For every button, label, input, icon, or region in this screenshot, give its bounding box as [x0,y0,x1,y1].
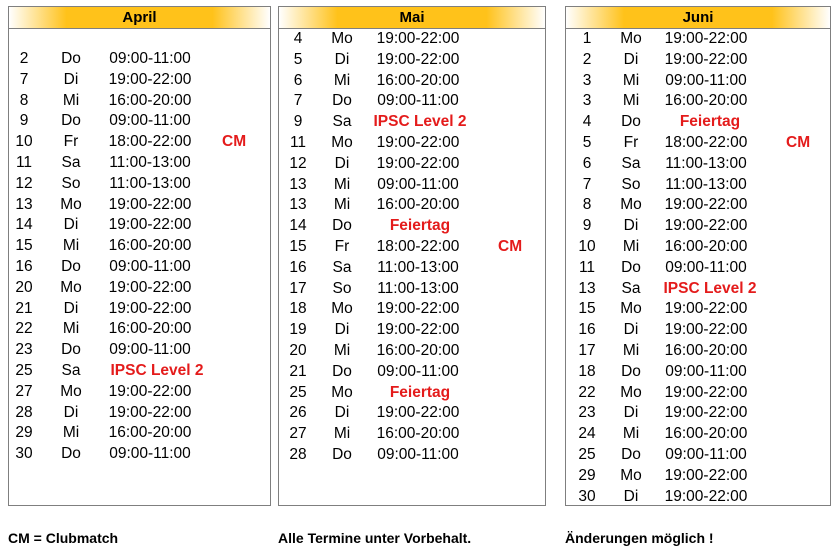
event-note: IPSC Level 2 [663,279,757,297]
weekday: Di [334,154,350,172]
schedule-row [566,195,830,216]
day-number: 23 [578,404,596,422]
day-number: 10 [15,133,33,151]
time-range: 19:00-22:00 [664,466,748,484]
weekday: Di [623,321,639,339]
weekday: So [61,174,81,192]
weekday: Sa [61,361,81,379]
legend-clubmatch: CM = Clubmatch [8,530,119,546]
weekday: Do [61,341,81,359]
day-number: 11 [289,133,307,151]
weekday: Fr [334,237,350,255]
schedule-row [9,111,270,132]
time-range: 19:00-22:00 [108,299,192,317]
weekday: Di [623,487,639,505]
weekday: Mi [333,425,351,443]
schedule-row [9,215,270,236]
day-number: 29 [15,424,33,442]
event-note: IPSC Level 2 [110,361,204,379]
day-number: 8 [19,91,29,109]
day-number: 3 [582,71,592,89]
weekday: Mo [60,278,82,296]
time-range: 16:00-20:00 [108,424,192,442]
schedule-row [279,175,545,196]
day-number: 11 [15,153,33,171]
day-number: 29 [578,466,596,484]
schedule-row [566,403,830,424]
schedule-row [566,112,830,133]
weekday: Mo [60,195,82,213]
time-range: 16:00-20:00 [376,71,460,89]
weekday: Do [621,445,641,463]
weekday: Di [623,404,639,422]
weekday: Di [63,299,79,317]
day-number: 25 [15,361,33,379]
day-number: 22 [578,383,596,401]
time-range: 11:00-13:00 [109,153,191,171]
schedule-row [566,279,830,300]
schedule-row [9,174,270,195]
schedule-list [279,29,545,466]
time-range: 09:00-11:00 [377,362,459,380]
month-mai [278,6,546,506]
time-range: 19:00-22:00 [108,403,192,421]
day-number: 15 [289,237,307,255]
schedule-row [279,237,545,258]
time-range: 16:00-20:00 [376,341,460,359]
time-range: 18:00-22:00 [108,133,192,151]
schedule-row [566,466,830,487]
day-number: 7 [19,70,29,88]
day-number: 18 [578,362,596,380]
schedule-row [279,91,545,112]
day-number: 19 [289,321,307,339]
schedule-row [566,154,830,175]
event-note: IPSC Level 2 [373,113,467,131]
weekday: Mo [620,30,642,47]
clubmatch-flag: CM [498,237,523,255]
schedule-row [279,50,545,71]
schedule-row [9,444,270,465]
time-range: 19:00-22:00 [376,404,460,422]
schedule-row [566,383,830,404]
clubmatch-flag: CM [222,133,247,151]
weekday: Sa [621,279,641,297]
day-number: 11 [578,258,596,276]
day-number: 16 [578,321,596,339]
time-range: 19:00-22:00 [664,383,748,401]
time-range: 19:00-22:00 [108,216,192,234]
time-range: 19:00-22:00 [664,300,748,318]
time-range: 19:00-22:00 [664,487,748,505]
weekday: So [621,175,641,193]
weekday: Do [332,217,352,235]
schedule-row [566,91,830,112]
time-range: 19:00-22:00 [664,404,748,422]
weekday: Fr [623,133,639,151]
time-range: 09:00-11:00 [377,445,459,463]
weekday: Di [334,404,350,422]
weekday: Mo [620,383,642,401]
weekday: Mi [333,341,351,359]
schedule-row [9,299,270,320]
day-number: 1 [582,30,592,47]
schedule-row [279,362,545,383]
schedule-row [279,424,545,445]
month-juni [565,6,831,506]
time-range: 09:00-11:00 [665,71,747,89]
day-number: 2 [582,50,592,68]
schedule-row [279,216,545,237]
weekday: Mi [622,341,640,359]
schedule-row [566,424,830,445]
day-number: 9 [19,112,29,130]
weekday: Mi [62,91,80,109]
schedule-row [279,112,545,133]
day-number: 27 [289,425,307,443]
weekday: Mi [333,71,351,89]
day-number: 13 [578,279,596,297]
schedule-row [566,175,830,196]
day-number: 17 [578,341,596,359]
day-number: 10 [578,237,596,255]
weekday: Di [63,403,79,421]
time-range: 19:00-22:00 [108,382,192,400]
time-range: 16:00-20:00 [376,196,460,214]
day-number: 6 [582,154,592,172]
day-number: 9 [582,217,592,235]
schedule-row [279,133,545,154]
time-range: 16:00-20:00 [664,237,748,255]
weekday: Mi [62,320,80,338]
day-number: 7 [293,92,303,110]
day-number: 28 [289,445,307,463]
weekday: Sa [332,258,352,276]
day-number: 7 [582,175,592,193]
event-note: Feiertag [389,217,451,235]
time-range: 19:00-22:00 [376,50,460,68]
time-range: 19:00-22:00 [664,321,748,339]
month-title: April [9,7,270,29]
schedule-row [279,258,545,279]
clubmatch-flag: CM [786,133,811,151]
schedule-list [9,29,270,465]
weekday: Mo [620,196,642,214]
schedule-row [279,299,545,320]
schedule-row [9,382,270,403]
day-number: 23 [15,341,33,359]
schedule-row [9,278,270,299]
day-number: 26 [289,404,307,422]
weekday: Mi [622,425,640,443]
weekday: Mi [622,71,640,89]
time-range: 16:00-20:00 [376,425,460,443]
day-number: 12 [15,174,33,192]
weekday: Do [332,92,352,110]
time-range: 19:00-22:00 [376,321,460,339]
schedule-row [566,237,830,258]
schedule-row [566,299,830,320]
time-range: 16:00-20:00 [108,91,192,109]
schedule-row [9,340,270,361]
schedule-row [566,50,830,71]
time-range: 11:00-13:00 [377,279,459,297]
day-number: 14 [15,216,33,234]
disclaimer-text: Alle Termine unter Vorbehalt. [278,530,472,546]
time-range: 11:00-13:00 [665,175,747,193]
schedule-row [9,257,270,278]
day-number: 5 [293,50,303,68]
day-number: 5 [582,133,592,151]
time-range: 18:00-22:00 [664,133,748,151]
day-number: 4 [582,113,592,131]
time-range: 11:00-13:00 [665,154,747,172]
weekday: Sa [332,113,352,131]
schedule-row [279,154,545,175]
day-number: 30 [15,445,33,463]
weekday: Fr [63,133,79,151]
day-number: 20 [15,278,33,296]
time-range: 19:00-22:00 [376,30,460,47]
weekday: Do [61,50,81,67]
time-range: 19:00-22:00 [664,50,748,68]
schedule-row [9,91,270,112]
weekday: Di [623,50,639,68]
day-number: 22 [15,320,33,338]
schedule-row [9,423,270,444]
time-range: 09:00-11:00 [377,92,459,110]
schedule-list [566,29,830,507]
weekday: Do [61,257,81,275]
time-range: 16:00-20:00 [664,92,748,110]
weekday: Mo [620,300,642,318]
schedule-row [566,258,830,279]
weekday: So [332,279,352,297]
day-number: 12 [289,154,307,172]
weekday: Di [63,216,79,234]
weekday: Mo [331,133,353,151]
day-number: 9 [293,113,303,131]
time-range: 09:00-11:00 [665,445,747,463]
schedule-row [9,195,270,216]
day-number: 24 [578,425,596,443]
time-range: 19:00-22:00 [108,278,192,296]
time-range: 19:00-22:00 [664,217,748,235]
time-range: 19:00-22:00 [376,133,460,151]
time-range: 18:00-22:00 [376,237,460,255]
time-range: 09:00-11:00 [109,341,191,359]
schedule-row [279,29,545,50]
schedule-row [9,403,270,424]
weekday: Mi [622,92,640,110]
time-range: 19:00-22:00 [108,195,192,213]
event-note: Feiertag [679,113,741,131]
weekday: Di [63,70,79,88]
time-range: 09:00-11:00 [109,257,191,275]
time-range: 19:00-22:00 [664,30,748,47]
weekday: Di [334,50,350,68]
day-number: 13 [289,175,307,193]
time-range: 09:00-11:00 [665,258,747,276]
schedule-row [9,236,270,257]
schedule-row [9,361,270,382]
schedule-row [9,70,270,91]
weekday: Do [621,258,641,276]
time-range: 16:00-20:00 [108,320,192,338]
day-number: 3 [582,92,592,110]
day-number: 30 [578,487,596,505]
time-range: 19:00-22:00 [108,70,192,88]
time-range: 09:00-11:00 [665,362,747,380]
month-title: Juni [566,7,830,29]
weekday: Sa [621,154,641,172]
schedule-row [9,319,270,340]
schedule-row [566,133,830,154]
day-number: 17 [289,279,307,297]
day-number: 25 [578,445,596,463]
schedule-row [279,383,545,404]
time-range: 11:00-13:00 [109,174,191,192]
day-number: 14 [289,217,307,235]
weekday: Do [621,113,641,131]
schedule-row [566,71,830,92]
weekday: Di [623,217,639,235]
time-range: 09:00-11:00 [109,445,191,463]
event-note: Feiertag [389,383,451,401]
time-range: 19:00-22:00 [664,196,748,214]
day-number: 25 [289,383,307,401]
schedule-row [566,320,830,341]
day-number: 16 [15,257,33,275]
day-number: 4 [293,30,303,47]
schedule-row [279,195,545,216]
weekday: Mo [331,383,353,401]
changes-text: Änderungen möglich ! [565,530,714,546]
weekday: Mo [331,300,353,318]
day-number: 21 [289,362,307,380]
schedule-row [566,216,830,237]
weekday: Do [621,362,641,380]
month-april [8,6,271,506]
weekday: Mi [62,237,80,255]
weekday: Di [334,321,350,339]
day-number: 18 [289,300,307,318]
time-range: 16:00-20:00 [664,341,748,359]
weekday: Do [61,445,81,463]
time-range: 16:00-20:00 [664,425,748,443]
time-range: 09:00-11:00 [109,112,191,130]
weekday: Mi [622,237,640,255]
time-range: 19:00-22:00 [376,154,460,172]
schedule-row [9,49,270,70]
weekday: Mo [620,466,642,484]
time-range: 16:00-20:00 [108,237,192,255]
weekday: Sa [61,153,81,171]
time-range: 19:00-22:00 [376,300,460,318]
weekday: Mo [331,30,353,47]
time-range: 09:00-11:00 [377,175,459,193]
schedule-row [279,341,545,362]
day-number: 15 [15,237,33,255]
weekday: Do [332,445,352,463]
day-number: 27 [15,382,33,400]
schedule-row [9,132,270,153]
day-number: 28 [15,403,33,421]
day-number: 2 [19,50,29,67]
schedule-row [566,362,830,383]
schedule-row [566,487,830,508]
day-number: 8 [582,196,592,214]
day-number: 13 [15,195,33,213]
day-number: 13 [289,196,307,214]
schedule-row [279,445,545,466]
weekday: Mi [62,424,80,442]
month-title: Mai [279,7,545,29]
weekday: Mo [60,382,82,400]
time-range: 11:00-13:00 [377,258,459,276]
schedule-row [9,153,270,174]
time-range: 09:00-11:00 [109,50,191,67]
weekday: Do [61,112,81,130]
day-number: 15 [578,300,596,318]
weekday: Mi [333,196,351,214]
weekday: Mi [333,175,351,193]
schedule-row [279,71,545,92]
schedule-row [279,279,545,300]
day-number: 21 [15,299,33,317]
weekday: Do [332,362,352,380]
schedule-row [566,445,830,466]
schedule-row [279,320,545,341]
day-number: 16 [289,258,307,276]
day-number: 20 [289,341,307,359]
schedule-row [566,29,830,50]
schedule-row [279,403,545,424]
day-number: 6 [293,71,303,89]
schedule-row [566,341,830,362]
